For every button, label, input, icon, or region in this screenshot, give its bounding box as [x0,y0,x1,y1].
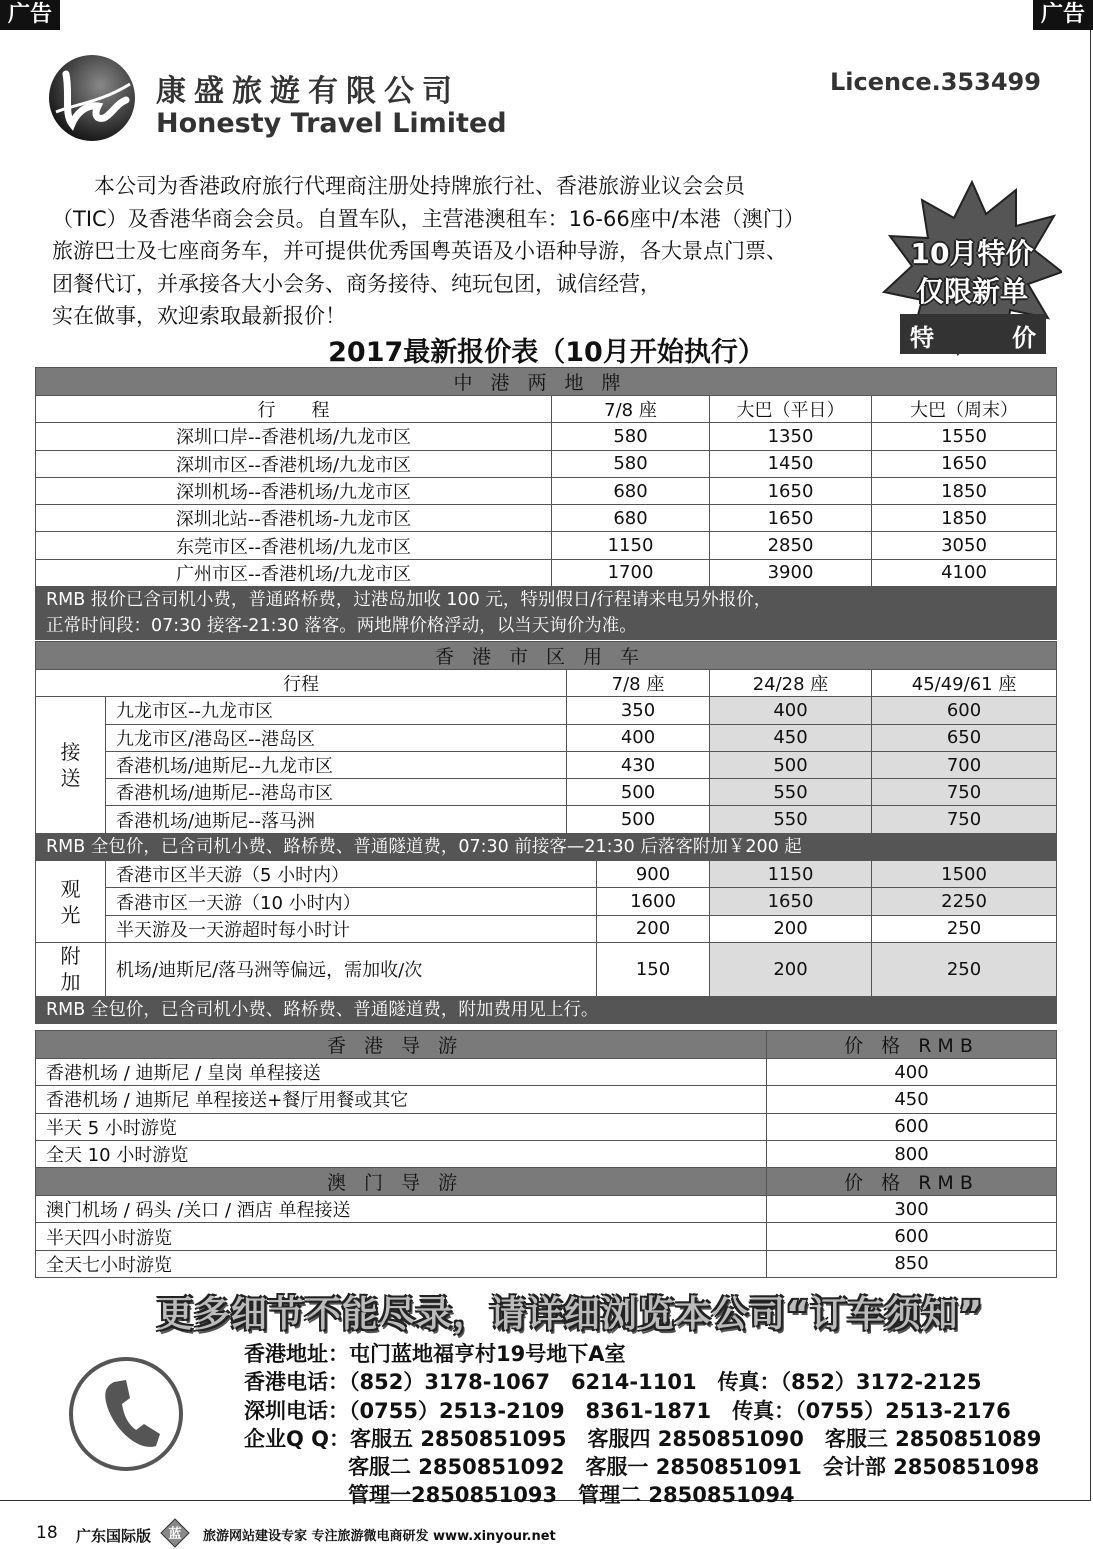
ad-tag-left: 广告 [0,0,60,30]
price-cell: 1150 [710,861,872,888]
company-name-en: Honesty Travel Limited [156,108,507,139]
route-cell: 香港市区一天游（10 小时内） [106,888,597,915]
table-row [36,532,1057,559]
service-cell: 全天 10 小时游览 [36,1140,767,1167]
table-row [36,1140,1057,1167]
price-header: 价 格 RMB [767,1168,1057,1196]
price-cell: 1600 [597,888,710,915]
price-cell: 580 [552,423,710,450]
group-label-char: 观 [60,876,81,901]
price-cell: 500 [567,779,710,806]
price-cell: 300 [767,1196,1057,1223]
price-cell: 700 [872,751,1057,778]
price-cell: 1550 [872,423,1057,450]
price-cell: 1450 [710,450,872,477]
table-row [36,751,1057,778]
price-cell: 200 [710,942,872,996]
table-row [36,779,1057,806]
price-cell: 400 [767,1059,1057,1086]
badge-line-2: 仅限新单 [915,275,1028,308]
price-cell: 450 [710,724,872,751]
column-header: 7/8 座 [567,670,710,697]
cross-border-price-table [35,367,1057,640]
price-cell: 400 [567,724,710,751]
route-cell: 香港机场/迪斯尼--九龙市区 [106,751,567,778]
price-cell: 4100 [872,559,1057,586]
price-cell: 550 [710,806,872,833]
badge-char-1: 特 [910,324,934,352]
ad-tag-right: 广告 [1033,0,1093,30]
company-name-cn: 康盛旅遊有限公司 [156,74,460,109]
price-cell: 250 [872,915,1057,942]
table-row [36,724,1057,751]
guide-price-table [35,1030,1057,1278]
price-cell: 1650 [710,477,872,504]
section-header: 澳门导游 [36,1168,767,1196]
company-intro [52,170,912,333]
price-cell: 1650 [710,888,872,915]
table-row [36,423,1057,450]
price-cell: 600 [767,1223,1057,1250]
price-cell: 430 [567,751,710,778]
column-header: 行程 [36,670,567,697]
table-row [36,1196,1057,1223]
price-cell: 1500 [872,861,1057,888]
price-cell: 750 [872,779,1057,806]
route-cell: 深圳市区--香港机场/九龙市区 [36,450,552,477]
page-number: 18 [36,1523,58,1543]
price-cell: 900 [597,861,710,888]
route-cell: 香港市区半天游（5 小时内） [106,861,597,888]
table-row [36,477,1057,504]
qq-line: 企业Q Q：客服五 2850851095 客服四 2850851090 客服三 2850851089 [244,1426,1042,1451]
intro-line: 实在做事，欢迎索取最新报价！ [52,304,346,328]
price-header: 价 格 RMB [767,1031,1057,1059]
route-cell: 九龙市区/港岛区--港岛区 [106,724,567,751]
section-header: 中港两地牌 [36,368,1057,396]
intro-line: 团餐代订，并承接各大小会务、商务接待、纯玩包团，诚信经营， [52,271,661,296]
page-frame-right [1090,30,1091,1501]
price-cell: 400 [710,697,872,724]
price-cell: 600 [767,1113,1057,1140]
column-header: 24/28 座 [710,670,872,697]
table-row [36,1113,1057,1140]
price-cell: 1650 [710,505,872,532]
price-cell: 750 [872,806,1057,833]
route-cell: 深圳北站--香港机场-九龙市区 [36,505,552,532]
intro-line: 旅游巴士及七座商务车，并可提供优秀国粤英语及小语种导游，各大景点门票、 [52,239,787,263]
route-cell: 广州市区--香港机场/九龙市区 [36,559,552,586]
table-row [36,1059,1057,1086]
group-label-char: 光 [60,902,81,927]
price-cell: 1850 [872,477,1057,504]
route-cell: 九龙市区--九龙市区 [106,697,567,724]
page-footer [0,1513,1093,1549]
price-cell: 1650 [872,450,1057,477]
column-header: 7/8 座 [552,396,710,423]
edition-label: 广东国际版 [76,1527,152,1545]
section-header: 香港导游 [36,1031,767,1059]
route-cell: 东莞市区--香港机场/九龙市区 [36,532,552,559]
column-header: 大巴（周末） [872,396,1057,423]
table-row [36,450,1057,477]
price-cell: 1150 [552,532,710,559]
route-cell: 半天游及一天游超时每小时计 [106,915,597,942]
price-list-title [0,330,1093,369]
price-cell: 1700 [552,559,710,586]
qq-line: 客服二 2850851092 客服一 2850851091 会计部 2850851098 [348,1455,1040,1480]
booking-notice-slogan: 更多细节不能尽录，请详细浏览本公司“订车须知” [156,1294,984,1335]
hk-address: 香港地址：屯门蓝地福亨村19号地下A室 [244,1342,626,1366]
price-cell: 800 [767,1140,1057,1167]
column-header: 行 程 [36,396,552,423]
price-cell: 550 [710,779,872,806]
sz-phone: 深圳电话：（0755）2513-2109 8361-1871 传真：（0755）2513-2176 [244,1398,1011,1423]
badge-char-2: 价 [1012,324,1036,352]
price-cell: 680 [552,477,710,504]
price-cell: 2850 [710,532,872,559]
badge-line-1: 10月特价 [910,237,1034,270]
table-row [36,915,1057,942]
column-header: 45/49/61 座 [872,670,1057,697]
route-cell: 深圳口岸--香港机场/九龙市区 [36,423,552,450]
qq-line: 管理一2850851093 管理二 2850851094 [348,1483,795,1508]
hk-phone: 香港电话：（852）3178-1067 6214-1101 传真：（852）3172-2125 [244,1370,982,1395]
route-cell: 香港机场/迪斯尼--落马洲 [106,806,567,833]
group-label-char: 加 [60,970,81,995]
note-line: RMB 报价已含司机小费，普通路桥费，过港岛加收 100 元，特别假日/行程请来电另外报价， [46,590,772,611]
intro-line: （TIC）及香港华商会会员。自置车队，主营港澳租车：16-66座中/本港（澳门） [52,206,805,231]
price-cell: 450 [767,1086,1057,1113]
telephone-icon [68,1356,184,1472]
footer-slogan: 旅游网站建设专家 专注旅游微电商研发 www.xinyour.net [203,1529,556,1544]
price-cell: 580 [552,450,710,477]
price-cell: 1850 [872,505,1057,532]
price-list-title-text: 2017最新报价表（10月开始执行） [328,337,765,368]
section-header: 香港市区用车 [36,642,1057,670]
diamond-logo-icon [160,1518,190,1548]
table-row [36,505,1057,532]
extra-group-label [36,942,106,996]
price-cell: 2250 [872,888,1057,915]
price-cell: 500 [567,806,710,833]
service-cell: 香港机场 / 迪斯尼 / 皇岗 单程接送 [36,1059,767,1086]
contact-info [244,1340,1041,1510]
logo-char: 蓝 [168,1527,182,1542]
price-cell: 680 [552,505,710,532]
price-cell: 200 [710,915,872,942]
price-cell: 1350 [710,423,872,450]
service-cell: 半天四小时游览 [36,1223,767,1250]
group-label-char: 送 [60,766,81,791]
route-cell: 深圳机场--香港机场/九龙市区 [36,477,552,504]
route-cell: 机场/迪斯尼/落马洲等偏远，需加收/次 [106,942,597,996]
service-cell: 香港机场 / 迪斯尼 单程接送+餐厅用餐或其它 [36,1086,767,1113]
table-row [36,697,1057,724]
price-cell: 250 [872,942,1057,996]
table-row [36,942,1057,996]
price-note: RMB 全包价，已含司机小费、路桥费、普通隧道费，附加费用见上行。 [36,996,1057,1023]
note-line: 正常时间段：07:30 接客-21:30 落客。两地牌价格浮动，以当天询价为准。 [46,616,637,637]
column-header: 大巴（平日） [710,396,872,423]
price-cell: 150 [597,942,710,996]
route-cell: 香港机场/迪斯尼--港岛市区 [106,779,567,806]
licence-number: Licence.353499 [830,68,1041,96]
price-cell: 350 [567,697,710,724]
service-cell: 半天 5 小时游览 [36,1113,767,1140]
price-note: RMB 全包价，已含司机小费、路桥费、普通隧道费，07:30 前接客—21:30 后落客附加￥200 起 [36,833,1057,860]
transfer-group-label [36,697,106,833]
price-cell: 500 [710,751,872,778]
price-cell: 600 [872,697,1057,724]
group-label-char: 附 [60,944,81,969]
table-row [36,1086,1057,1113]
table-row [36,806,1057,833]
table-row [36,1250,1057,1277]
price-cell: 3900 [710,559,872,586]
table-row [36,559,1057,586]
service-cell: 澳门机场 / 码头 /关口 / 酒店 单程接送 [36,1196,767,1223]
sightseeing-group-label [36,861,106,943]
group-label-char: 接 [60,740,81,765]
price-cell: 850 [767,1250,1057,1277]
hk-city-price-table [35,641,1057,1024]
service-cell: 全天七小时游览 [36,1250,767,1277]
price-cell: 650 [872,724,1057,751]
table-row [36,888,1057,915]
intro-line: 本公司为香港政府旅行代理商注册处持牌旅行社、香港旅游业议会会员 [52,174,745,198]
company-logo-icon [46,54,138,142]
table-row [36,861,1057,888]
table-row [36,1223,1057,1250]
price-cell: 3050 [872,532,1057,559]
price-cell: 200 [597,915,710,942]
price-note [36,587,1057,640]
